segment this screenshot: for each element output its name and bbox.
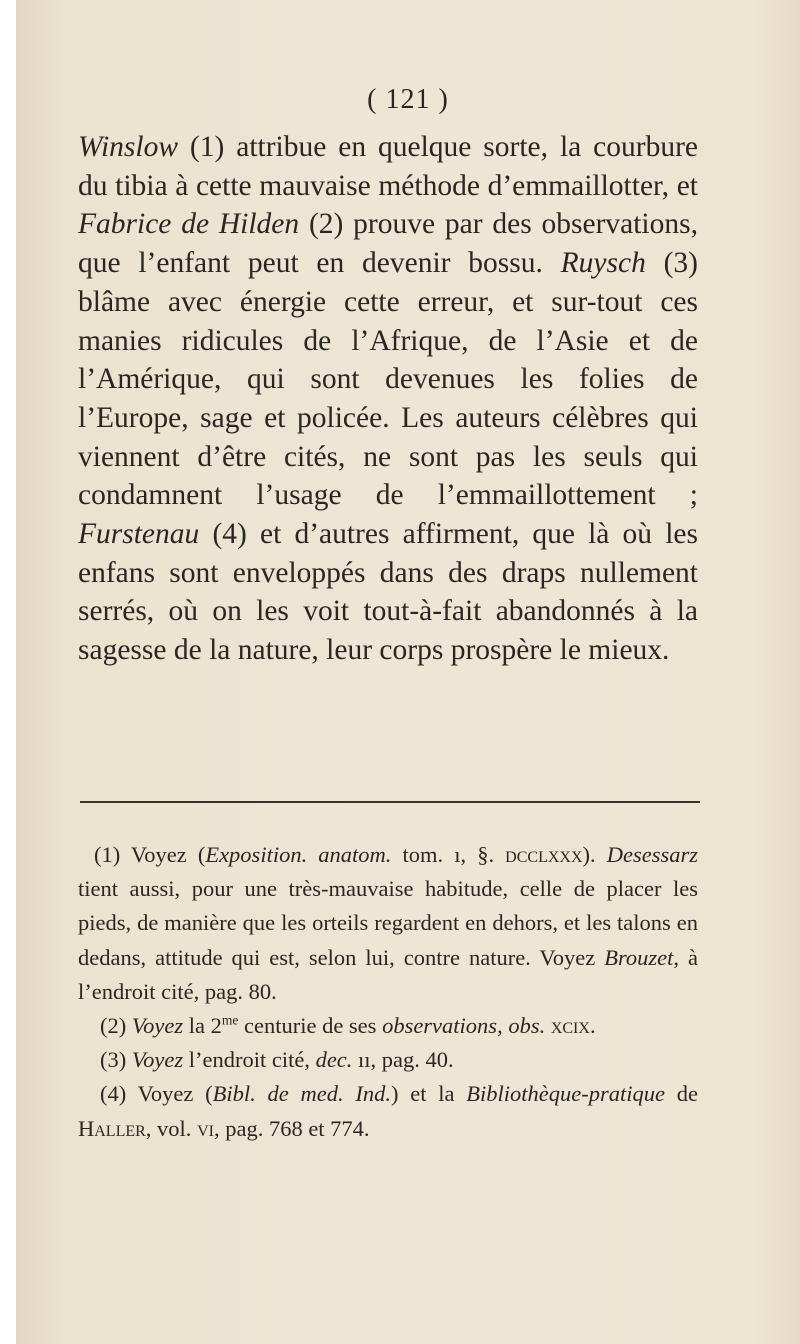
footnote-3-voyez: Voyez [131, 1047, 184, 1073]
footnote-4-text-a: (4) Voyez ( [100, 1081, 213, 1107]
footnote-1-author-desessarz: Desessarz [606, 842, 698, 867]
footnote-2-observations: observations [382, 1013, 498, 1039]
footnote-4-text-i: , pag. 768 et 774. [213, 1115, 370, 1141]
footnote-2-text-d: centurie de ses [238, 1013, 383, 1039]
footnote-separator [80, 801, 700, 803]
footnote-4-text-c: ) et la [391, 1081, 467, 1107]
footnote-3-text-a: (3) [100, 1047, 132, 1073]
footnote-3-dec: dec. [315, 1047, 353, 1073]
footnote-4-author-haller: Haller [78, 1115, 146, 1141]
footnote-2 [78, 1009, 698, 1043]
footnote-2-text-c: la 2 [183, 1013, 222, 1039]
footnote-1-text-e: ). [582, 842, 607, 867]
book-page [16, 0, 800, 1344]
footnote-4-bibl: Bibl. de med. Ind. [212, 1081, 392, 1107]
main-text [78, 128, 698, 670]
main-paragraph [78, 128, 698, 670]
footnote-3 [78, 1043, 698, 1077]
footnote-4-bibliotheque: Bibliothèque-pratique [466, 1081, 665, 1107]
footnote-3-text-e: ıı, pag. 40. [352, 1047, 454, 1073]
footnote-1-author-brouzet: Brouzet [604, 944, 674, 970]
footnote-4 [78, 1077, 698, 1145]
footnote-3-text-c: l’endroit cité, [183, 1047, 316, 1073]
footnote-1-text-a: (1) Voyez ( [94, 842, 206, 867]
footnote-2-text-f: , [497, 1013, 509, 1039]
footnote-2-obs: obs. [508, 1013, 546, 1039]
text-segment-2: (2) prouve par des observations, que l’enfant peut en devenir bossu. [78, 208, 698, 280]
footnote-4-text-g: , vol. [145, 1115, 198, 1141]
footnote-1-text-c: tom. ı, §. [391, 842, 506, 867]
footnote-1-title: Exposition. anatom. [205, 842, 392, 867]
footnote-4-text-e: de [665, 1081, 698, 1107]
author-fabrice-de-hilden: Fabrice de Hilden [78, 208, 300, 241]
footnote-1 [78, 838, 698, 1009]
footnote-2-voyez: Voyez [131, 1013, 184, 1039]
footnote-2-numeral: xcix. [545, 1013, 596, 1039]
footnote-2-superscript: me [221, 1012, 239, 1028]
footnote-1-text-i: , à l’endroit cité, pag. 80. [78, 944, 698, 1004]
page-number: ( 121 ) [367, 84, 449, 115]
footnote-1-numeral: dcclxxx [505, 842, 583, 867]
text-segment-4: (4) et d’autres affirment, que là où les enfans sont enveloppés dans des draps nullement serrés, où on les voit tout-à-fait abandonnés à la sagesse de la nature, leur corps prospère le mieux. [78, 518, 698, 667]
author-ruysch: Ruysch [560, 247, 646, 280]
footnote-2-text-a: (2) [100, 1013, 132, 1039]
footnote-4-volume: vi [197, 1115, 214, 1141]
text-segment-3: (3) blâme avec énergie cette erreur, et sur-tout ces manies ridicules de l’Afrique, de l’Asie et de l’Amérique, qui sont devenues les folies de l’Europe, sage et policée. Les auteurs célèbres qui viennent d’être cités, ne sont pas les seuls qui condamnent l’usage de l’emmaillottement ; [78, 247, 698, 512]
text-segment-1: (1) attribue en quelque sorte, la courbure du tibia à cette mauvaise méthode d’emmaillotter, et [78, 131, 698, 202]
author-furstenau: Furstenau [78, 518, 200, 551]
author-winslow: Winslow [78, 131, 178, 163]
footnote-1-text-g: tient aussi, pour une très-mauvaise habitude, celle de placer les pieds, de manière que les orteils regardent en dehors, et les talons en dedans, attitude qui est, selon lui, contre nature. Voyez [78, 876, 698, 970]
footnotes [78, 838, 698, 1146]
